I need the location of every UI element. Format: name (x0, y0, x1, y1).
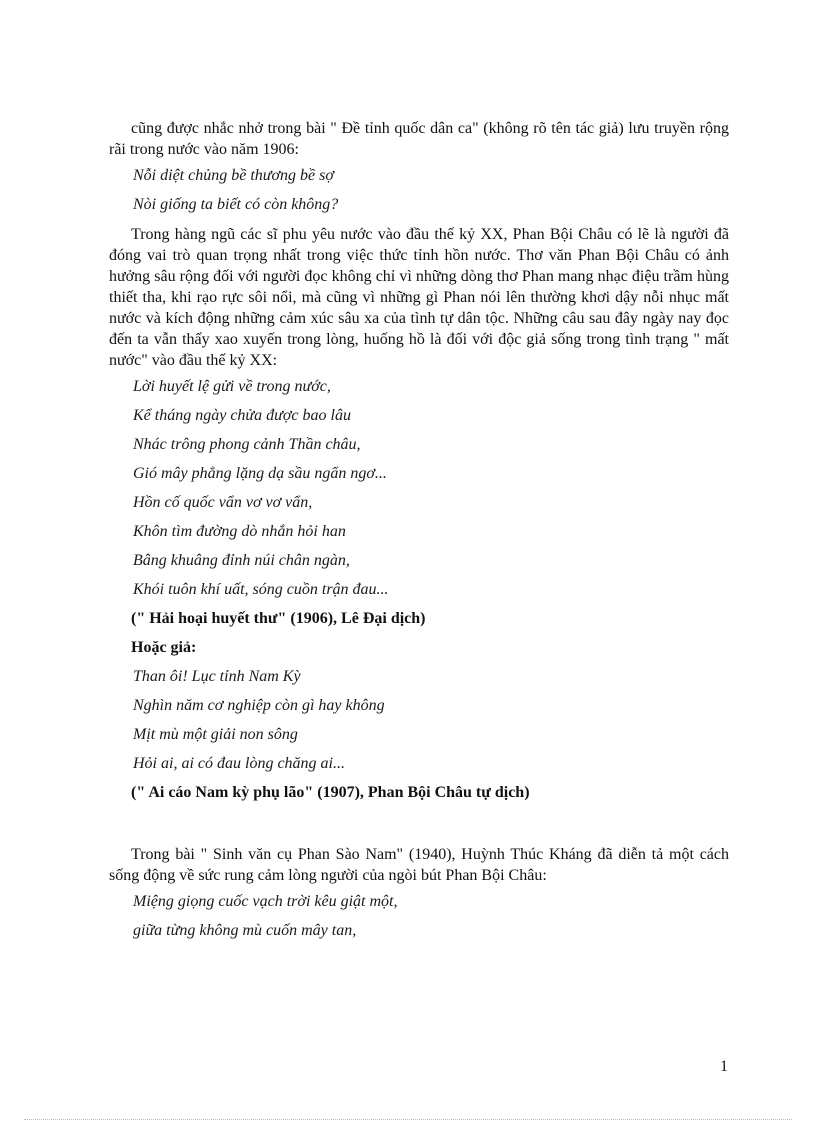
verse-line: Nòi giống ta biết có còn không? (133, 196, 339, 213)
citation: (" Ai cáo Nam kỳ phụ lão" (1907), Phan Bội Châu tự dịch) (131, 784, 530, 801)
document-body (109, 118, 729, 950)
spacer (109, 812, 729, 844)
verse-line: Bâng khuâng đỉnh núi chân ngàn, (133, 552, 350, 569)
verse-line: Kể tháng ngày chửa được bao lâu (133, 407, 351, 424)
verse-line: Hỏi ai, ai có đau lòng chăng ai... (133, 755, 345, 772)
verse-line: Than ôi! Lục tỉnh Nam Kỳ (133, 668, 301, 685)
paragraph: cũng được nhắc nhở trong bài " Đề tỉnh quốc dân ca" (không rõ tên tác giả) lưu truyền rộng rãi trong nước vào năm 1906: (109, 120, 729, 158)
verse-line: giữa từng không mù cuốn mây tan, (133, 922, 357, 939)
verse-line: Lời huyết lệ gửi về trong nước, (133, 378, 331, 395)
paragraph: Trong hàng ngũ các sĩ phu yêu nước vào đầu thế kỷ XX, Phan Bội Châu có lẽ là người đã đóng vai trò quan trọng nhất trong việc thức tỉnh hồn nước. Thơ văn Phan Bội Châu có ảnh hưởng sâu rộng đối với người đọc không chỉ vì những dòng thơ Phan mang nhạc điệu trầm hùng thiết tha, khi rạo rực sôi nổi, mà cũng vì những gì Phan nói lên thường khơi dậy nỗi nhục mất nước và kích động những cảm xúc sâu xa của tình tự dân tộc. Những câu sau đây ngày nay đọc đến ta vẫn thấy xao xuyến trong lòng, huống hồ là đối với độc giả sống trong tình trạng " mất nước" vào đầu thế kỷ XX: (109, 226, 729, 369)
paragraph: Trong bài " Sinh văn cụ Phan Sào Nam" (1940), Huỳnh Thúc Kháng đã diễn tả một cách sống động về sức rung cảm lòng người của ngòi bút Phan Bội Châu: (109, 846, 729, 884)
page-bottom-divider (24, 1119, 792, 1120)
verse-line: Miệng giọng cuốc vạch trời kêu giật một, (133, 893, 398, 910)
verse-line: Khôn tìm đường dò nhắn hỏi han (133, 523, 346, 540)
verse-line: Nỗi diệt chủng bề thương bề sợ (133, 167, 334, 184)
verse-line: Mịt mù một giải non sông (133, 726, 298, 743)
or-label: Hoặc giả: (131, 639, 197, 656)
verse-line: Gió mây phẳng lặng dạ sầu ngẩn ngơ... (133, 465, 387, 482)
page-number: 1 (720, 1058, 728, 1075)
verse-line: Nhác trông phong cảnh Thần châu, (133, 436, 361, 453)
verse-line: Hồn cố quốc vẩn vơ vơ vẩn, (133, 494, 313, 511)
verse-line: Khói tuôn khí uất, sóng cuồn trận đau... (133, 581, 389, 598)
verse-line: Nghìn năm cơ nghiệp còn gì hay không (133, 697, 385, 714)
citation: (" Hải hoại huyết thư" (1906), Lê Đại dịch) (131, 610, 426, 627)
